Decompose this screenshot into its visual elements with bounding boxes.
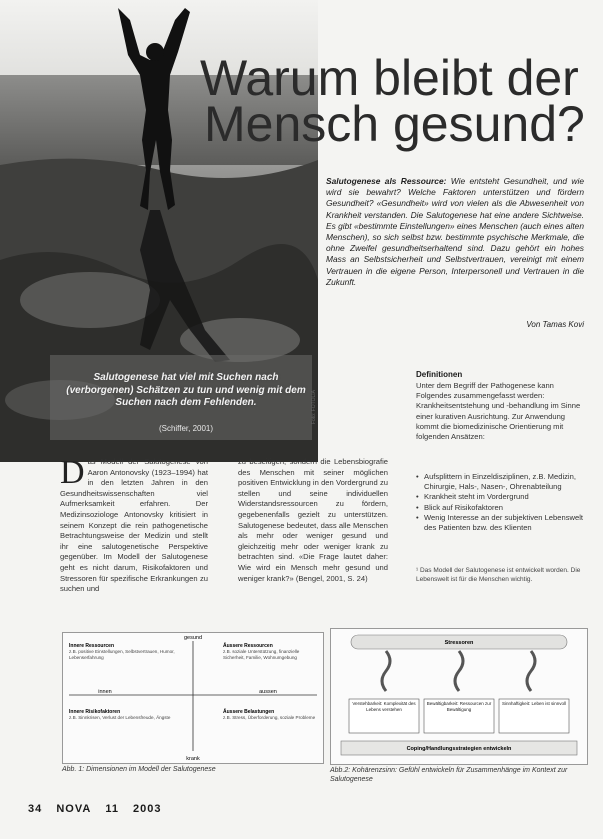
figure-1-quadrant-diagram — [62, 632, 324, 764]
issue-year: 2003 — [133, 803, 162, 815]
pull-quote: Salutogenese hat viel mit Suchen nach (verborgenen) Schätzen zu tun und wenig mit dem Suchen nach dem Fehlenden. — [66, 372, 306, 408]
box-verstehbarkeit-text: Verstehbarkeit: Komplexität des Lebens verstehen — [352, 701, 416, 712]
quadrant-text-3: z.B. Sinnkrisen, Verlust der Lebensfreude, Ängste — [69, 715, 171, 720]
magazine-name: NOVA — [56, 803, 92, 815]
quadrant-title-3: Innere Risikofaktoren — [69, 709, 121, 715]
body-text-1: as Modell der Salutogenese von Aaron Antonovsky (1923–1994) hat in den letzten Jahren in den Gesundheitswissenschaften viel Aufmerksamkeit erfahren. Der Medizinsoziologe Antonovsky kritisiert in seinem Konzept die rein pathogenetische Betrachtungsweise der Medizin und stellt ihr eine salutogenetische Perspektive gegenüber. Im Modell der Salutogenese geht es nicht darum, Risikofaktoren und Stressoren für spezifische Erkrankungen zu suchen und — [60, 457, 208, 594]
definitions-list — [416, 472, 588, 533]
quadrant-text-4: z.B. Stress, Überforderung, soziale Probleme — [223, 715, 316, 720]
figure-1-caption: Abb. 1: Dimensionen im Modell der Salutogenese — [62, 766, 216, 773]
quadrant-text-2: z.B. soziale Unterstützung, finanzielle Sicherheit, Familie, Wohnumgebung — [223, 649, 300, 660]
issue-number: 11 — [105, 803, 119, 815]
list-item: • Blick auf Risikofaktoren — [416, 503, 588, 513]
axis-label-right: aussen — [259, 689, 277, 695]
title-line-2: Mensch gesund? — [204, 96, 585, 152]
body-column-2 — [238, 457, 388, 584]
page-number: 34 — [28, 803, 43, 815]
box-bewaeltigbarkeit-text: Bewältigbarkeit: Ressourcen zur Bewältigung — [426, 701, 492, 712]
intro-text: Wie entsteht Gesundheit, und wie wird sie bewahrt? Welche Faktoren unterstützen und fördern Gesundheit? «Gesundheit» wird von vielen als die Abwesenheit von Krankheit verstanden. Die Salutogenese hat eine andere Sichtweise. Es gibt «bestimmte Einstellungen» eines Menschen (auch eines alten Menschen), so sich selbst bzw. bestimmte psychische Merkmale, die ohne Zweifel gesundheitserhaltend sind. Dazu gehört ein hohes Mass an Selbstsicherheit und Selbstvertrauen, vereinigt mit einem Vertrauen in die eigene Person, Interpersonell und Vertrauen in die Zukunft. — [326, 176, 584, 287]
figure-2-caption: Abb.2: Kohärenzsinn: Gefühl entwickeln für Zusammenhänge im Kontext zur Salutogenese — [330, 767, 568, 783]
stressor-label: Stressoren — [444, 640, 474, 646]
quadrant-title-2: Äussere Ressourcen — [223, 643, 273, 649]
photo-credit: Foto: FOTOLIA — [311, 390, 317, 425]
quadrant-title-1: Innere Ressourcen — [69, 643, 115, 649]
axis-label-bottom: krank — [186, 756, 200, 762]
page-footer — [28, 803, 172, 815]
coping-label: Coping/Handlungsstrategien entwickeln — [406, 746, 512, 752]
intro-paragraph — [326, 176, 584, 288]
pull-quote-source: (Schiffer, 2001) — [158, 424, 214, 433]
axis-label-top: gesund — [183, 635, 203, 641]
box-sinnhaftigkeit-text: Sinnhaftigkeit: Leben ist sinnvoll — [501, 701, 567, 706]
intro-lead: Salutogenese als Ressource: — [326, 176, 447, 186]
list-item: • Wenig Interesse an der subjektiven Lebenswelt des Patienten bzw. des Klienten — [416, 513, 588, 533]
axis-label-left: innen — [98, 689, 112, 695]
definitions-title: Definitionen — [416, 370, 463, 379]
body-column-1 — [60, 454, 208, 595]
arrow-left — [382, 651, 390, 691]
footnote: ¹ Das Modell der Salutogenese ist entwickelt worden. Die Lebenswelt ist für die Menschen wichtig. — [416, 567, 581, 583]
drop-cap: D — [60, 454, 85, 491]
quadrant-text-1: z.B. positive Einstellungen, Selbstvertrauen, Humor, Lebenserfahrung — [69, 649, 175, 660]
body-text-2: zu beseitigen, sondern die Lebensbiografie des Menschen mit seiner möglichen positiven Entwicklung in den Vordergrund zu stellen und seine individuellen Widerstandsressourcen zu fördern, gegebenenfalls gezielt zu unterstützen. Salutogenese bedeutet, dass alle Menschen als mehr oder weniger gesund und gleichzeitig mehr oder weniger krank zu betrachten sind. «Die Frage lautet daher: Wie wird ein Mensch mehr gesund und weniger krank?» (Bengel, 2001, S. 24) — [238, 457, 388, 583]
definitions-intro: Unter dem Begriff der Pathogenese kann Folgendes zusammengefasst werden: Krankheitsentstehung und -behandlung im Sinne einer kurativen Ausrichtung. Zur Anwendung kommt die biomedizinische Orientierung mit folgenden Ansätzen: — [416, 381, 581, 442]
list-item: • Krankheit steht im Vordergrund — [416, 492, 588, 502]
author-byline: Von Tamas Kovi — [526, 320, 584, 329]
quadrant-title-4: Äussere Belastungen — [223, 709, 275, 715]
title-line-1: Warum bleibt der — [200, 50, 579, 106]
arrow-middle — [455, 651, 463, 691]
list-item: • Aufsplittern in Einzeldisziplinen, z.B. Medizin, Chirurgie, Hals-, Nasen-, Ohrenabteilung — [416, 472, 588, 492]
arrow-right — [527, 651, 535, 691]
figure-2-diagram — [330, 628, 588, 765]
